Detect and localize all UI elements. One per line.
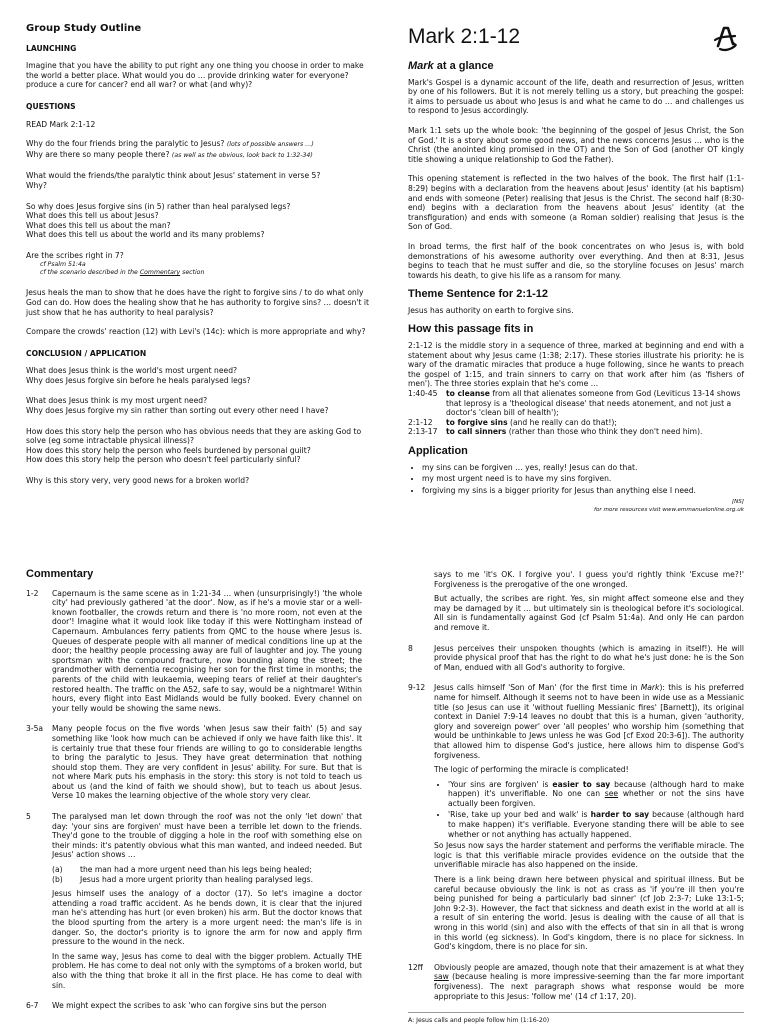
question-line: What does this tell us about the world and its many problems? (26, 230, 265, 240)
glance-paragraph: This opening statement is reflected in the two halves of the book. The first half (1:1-8:29) begins with a declaration from the heavens about Jesus' identity (at his baptism) and ends with someone (Peter) realising that Jesus is the Christ. The second half (8:30-end) begins with a declaration from the heavens about Jesus' identity (at the transfiguration) and ends with someone (a Roman soldier) realising that Jesus is the Son of God. (408, 174, 744, 232)
question-line: What would the friends/the paralytic think about Jesus' statement in verse 5? (26, 171, 321, 181)
fits-row: 2:13-17 to call sinners (rather than those who think they don't need him). (408, 427, 703, 437)
fits-row: 2:1-12 to forgive sins (and he really can do that!); (408, 417, 617, 427)
question-crowd: Why are there so many people there? (as well as the obvious, look back to 1:32-34) (26, 149, 313, 159)
commentary-heading: Commentary (26, 568, 94, 580)
compare-paragraph: Compare the crowds' reaction (12) with Levi's (14c): which is more appropriate and why? (26, 327, 366, 337)
fits-ref: 2:13-17 (408, 427, 438, 437)
commentary-entry: 12ff Obviously people are amazed, though note that their amazement is at what they saw (because healing is more impressive-seeming than the far more important forgiveness). The next paragraph shows what response would be more appropriate to this Jesus: 'follow me' (14 cf 1:17, 20). (408, 963, 744, 1006)
question-note: cf the scenario described in the Commentary section (40, 268, 205, 276)
theme-text: Jesus has authority on earth to forgive sins. (408, 305, 574, 315)
question-line: So why does Jesus forgive sins (in 5) rather than heal paralysed legs? (26, 201, 291, 211)
author-credit: [NS] for more resources visit www.emmanuelonline.org.uk (408, 499, 744, 514)
question-line: Why? (26, 180, 47, 190)
question-friends: Why do the four friends bring the paralytic to Jesus? (lots of possible answers …) (26, 139, 314, 149)
logic-list (434, 780, 744, 840)
fits-list (408, 389, 744, 437)
conclusion-group-2 (26, 396, 378, 415)
application-item: • my sins can be forgiven … yes, really! Jesus can do that. (422, 463, 744, 473)
group-study-outline (26, 24, 378, 486)
conclusion-group-1 (26, 366, 378, 385)
logic-item: • 'Your sins are forgiven' is easier to say because (although hard to make happen) it's unverifiable. No one can see whether or not the sins have actually been forgiven. (448, 780, 744, 809)
commentary-entry: 5 The paralysed man let down through the roof was not the only 'let down' that day: 'your sins are forgiven' must have been a terrible let down to the friends. They'd gone to the trouble of digging a hole in the roof with something else on their minds: it's patently obvious what this man wanted, and indeed needed. But Jesus' action shows … (a) the man had a more urgent need than his legs being healed; (b) Jesus had a more urgent priority than healing paralysed legs. Jesus himself uses the analogy of a doctor (17). So let's imagine a doctor attending a road traffic accident. As he bends down, it is clear that the injured man he's attending has hurt (or even broken) his arm. But the doctor knows that the blood spurting from the artery is a more urgent need: the man's life is in danger. So, the doctor's priority is to ignore the arm for now and apply firm pressure to the wound in the neck. In the same way, Jesus has come to deal with the bigger problem. Actually THE problem. He has come to deal not only with the symptoms of a broken world, but also with the thing that broke it all in the first place. He has come to deal with sin. (26, 812, 362, 995)
question-line: How does this story help the person who has obvious needs that they are asking God to solve (eg some intractable physical illness)? (26, 426, 362, 446)
commentary-entry: 1-2 Capernaum is the same scene as in 1:21-34 … when (unsurprisingly!) 'the whole city' had previously gathered 'at the door'. Now, as if he's a movie star or a well-known footballer, the crowds return and there is 'no more room, not even at the door'! Imagine what it would look like today if this were Nottingham instead of Capernaum. Ambulances ferry patients from QMC to the house where Jesus is. Queues of desperate people with all manner of medical conditions line up at the door; the healthy people processing away are full of laughter and joy. The young sportsman with the compound fracture, now bounding along the street; the grandmother with dementia recognising her son for the first time in months; the parents of the child with leukaemia, weeping tears of relief at their daughter's restored health. The traffic on the A52, safe to say, would be a nightmare! Within hours, every flight into East Midlands would be fully booked. Every channel on your telly would be showing the same news. (26, 589, 362, 719)
question-line: Are the scribes right in 7? (26, 250, 124, 260)
fits-ref: 1:40-45 (408, 389, 438, 399)
fits-ref: 2:1-12 (408, 417, 433, 427)
glance-heading: Mark at a glance (408, 60, 494, 72)
question-group-4 (26, 251, 378, 277)
passage-overview (408, 24, 744, 514)
page-title: Mark 2:1-12 (408, 25, 521, 48)
verse-ref: 12ff (408, 962, 423, 972)
question-group-1 (26, 139, 378, 160)
verse-ref: 3-5a (26, 724, 44, 734)
launching-heading: LAUNCHING (26, 43, 77, 53)
question-line: What does this tell us about Jesus? (26, 211, 159, 221)
question-line: What does this tell us about the man? (26, 220, 171, 230)
glance-paragraph: Mark 1:1 sets up the whole book: 'the beginning of the gospel of Jesus Christ, the Son of God.' It is a story about some good news, and the news concerns Jesus … who is the Christ (the anointed king promised in the OT) and the Son of God (another OT kingly title showing a unique relationship to God the Father). (408, 125, 744, 164)
title-row (408, 24, 744, 58)
emmanuel-logo-icon (712, 24, 738, 52)
read-passage: READ Mark 2:1-12 (26, 119, 96, 129)
heals-paragraph: Jesus heals the man to show that he does have the right to forgive sins / to do what only God can do. How does the healing show that he has authority to forgive sins? … doesn't it just show that he has authority to heal paralysis? (26, 288, 369, 317)
verse-ref: 6-7 (26, 1001, 39, 1011)
question-line: What does Jesus think is the world's most urgent need? (26, 366, 238, 376)
launching-text: Imagine that you have the ability to put right any one thing you choose in order to make the world a better place. What would you do … provide drinking water for everyone? produce a cure for cancer? end all war? or what (and why)? (26, 61, 364, 90)
commentary-entry: 3-5a Many people focus on the five words 'when Jesus saw their faith' (5) and say something like 'look how much can be achieved if only we have faith like this'. It is certainly true that these four friends are willing to go to considerable lengths to bring the paralytic to Jesus. They have great determination that nothing should stop them. They are very confident in Jesus' ability. For sure. But that is not where Mark puts his emphasis in the story: this story is not told to teach us about us (and the kind of faith we should show), but to teach us about Jesus. Verse 10 makes the learning objective of the whole story very clear. (26, 724, 362, 806)
logic-item: • 'Rise, take up your bed and walk' is harder to say because (although hard to make happen) it's verifiable. Everyone standing there will be able to see whether or not anything has actually happened. (448, 810, 744, 839)
commentary-left (26, 570, 362, 1022)
commentary-entry: 9-12 Jesus calls himself 'Son of Man' (for the first time in Mark): this is his preferred name for himself. Although it seems not to have been in wide use as a Messianic title (so Jesus can use it 'without fuelling Messianic fires' [Barnett]), its original context in Daniel 7:9-14 leaves no doubt that this is a human, given 'authority, glory and sovereign power' over 'all peoples' who worship him (something that would be unthinkable to Jews unless he was God [cf Exod 20:3-6]). The authority that allowed him to dispense God's justice, here allows him to dispense God's forgiveness. The logic of performing the miracle is complicated! • 'Your sins are forgiven' is easier to say because (although hard to make happen) it's unverifiable. No one can see whether or not the sins have actually been forgiven. • 'Rise, take up your bed and walk' is harder to say because (although hard to make happen) it's verifiable. Everyone standing there will be able to see whether or not anything has actually happened. So Jesus now says the harder statement and performs the verifiable miracle. The logic is that this verifiable miracle provides evidence on the outside that the unverifiable miracle has also happened on the inside. There is a link being drawn here between physical and spiritual illness. But be careful because obviously the link is not as crass as 'if you're ill then you're being punished for being a particularly bad sinner' (cf Job 2:3-7; Luke 13:1-5; John 9:2-3). However, the fact that sickness and death exist in the world at all is a result of sin entering the world. Jesus is dealing with the cause of all that is wrong in this world (sin) and also with the effects of that sin in all that is wrong in this world (eg sickness). In God's kingdom, there is no place for sickness. In God's kingdom, there is no place for sin. (408, 683, 744, 956)
verse-ref: 8 (408, 643, 413, 653)
application-item: • my most urgent need is to have my sins forgiven. (422, 474, 744, 484)
verse-ref: 1-2 (26, 588, 39, 598)
fits-heading: How this passage fits in (408, 323, 534, 336)
verse-ref: 9-12 (408, 683, 426, 693)
footnote: A: Jesus calls and people follow him (1:16-20) (408, 1017, 550, 1025)
question-note: (lots of possible answers …) (226, 141, 314, 149)
commentary-link[interactable]: Commentary (139, 268, 181, 276)
question-note: (as well as the obvious, look back to 1:32-34) (171, 151, 313, 159)
verse-ref: 5 (26, 812, 31, 822)
question-group-2 (26, 171, 378, 190)
theme-heading: Theme Sentence for 2:1-12 (408, 288, 548, 301)
question-note: cf Psalm 51:4a (40, 260, 86, 268)
glance-paragraph: In broad terms, the first half of the book concentrates on who Jesus is, with bold demonstrations of his awesome authority over everything. And then at 8:31, Jesus begins to teach that he must suffer and die, so the storyline focuses on Jesus' march towards his death, to give his life as a ransom for many. (408, 241, 744, 280)
questions-heading: QUESTIONS (26, 101, 76, 111)
conclusion-heading: CONCLUSION / APPLICATION (26, 348, 147, 358)
question-line: How does this story help the person who feels burdened by personal guilt? (26, 445, 311, 455)
commentary-entry: says to me 'it's OK. I forgive you'. I guess you'd rightly think 'Excuse me?!' Forgiveness is the prerogative of the one wronged. But actually, the scribes are right. Yes, sin might affect someone else and they may be damaged by it … but ultimately sin is theological before it's sociological. All sin is fundamentally against God (cf Psalm 51:4a). And only He can pardon and remove it. (434, 570, 744, 632)
application-list (408, 463, 744, 496)
point-b: (b) Jesus had a more urgent priority than healing paralysed legs. (52, 874, 313, 884)
outline-title: Group Study Outline (26, 23, 142, 34)
point-a: (a) the man had a more urgent need than his legs being healed; (52, 865, 312, 875)
footnote-divider (408, 1012, 744, 1013)
commentary-entry: 8 Jesus perceives their unspoken thoughts (which is amazing in itself!). He will provide physical proof that has the right to do what he's just done: he is the Son of Man, endued with all God's authority to forgive. (408, 644, 744, 678)
glance-paragraph: Mark's Gospel is a dynamic account of the life, death and resurrection of Jesus, written by one of his followers. But it is not merely telling us a story, but preaching the gospel: it aims to persuade us about who Jesus is and what he came to do … and challenges us to respond to Jesus accordingly. (408, 77, 744, 116)
application-item: • forgiving my sins is a bigger priority for Jesus than anything else I need. (422, 486, 744, 496)
conclusion-group-3 (26, 427, 378, 465)
question-line: Why does Jesus forgive sin before he heals paralysed legs? (26, 375, 251, 385)
resources-link[interactable]: for more resources visit www.emmanuelonline.org.uk (594, 506, 744, 513)
application-heading: Application (408, 445, 468, 457)
fits-text: 2:1-12 is the middle story in a sequence of three, marked at beginning and end with a statement about why Jesus came (1:38; 2:17). These stories illustrate his priority: he is wary of the dramatic miracles that produce a huge following, since he wants to preach the gospel of 1:15, and train sinners to carry on that work after him (as 'fishers of men'). The three stories explain that he's come … (408, 341, 744, 389)
fits-row: 1:40-45 to cleanse from all that alienates someone from God (Leviticus 13-14 shows that leprosy is a 'theological disease' that needs atonement, and not just a doctor's 'clean bill of health'); (408, 389, 741, 418)
question-line: How does this story help the person who doesn't feel particularly sinful? (26, 455, 301, 465)
question-group-3 (26, 202, 378, 240)
commentary-entry: 6-7 We might expect the scribes to ask 'who can forgive sins but the person (26, 1001, 362, 1016)
question-line: Why is this story very, very good news for a broken world? (26, 476, 250, 486)
question-line: Why does Jesus forgive my sin rather than sorting out every other need I have? (26, 406, 329, 416)
commentary-right (408, 570, 744, 1025)
question-line: What does Jesus think is my most urgent need? (26, 396, 208, 406)
